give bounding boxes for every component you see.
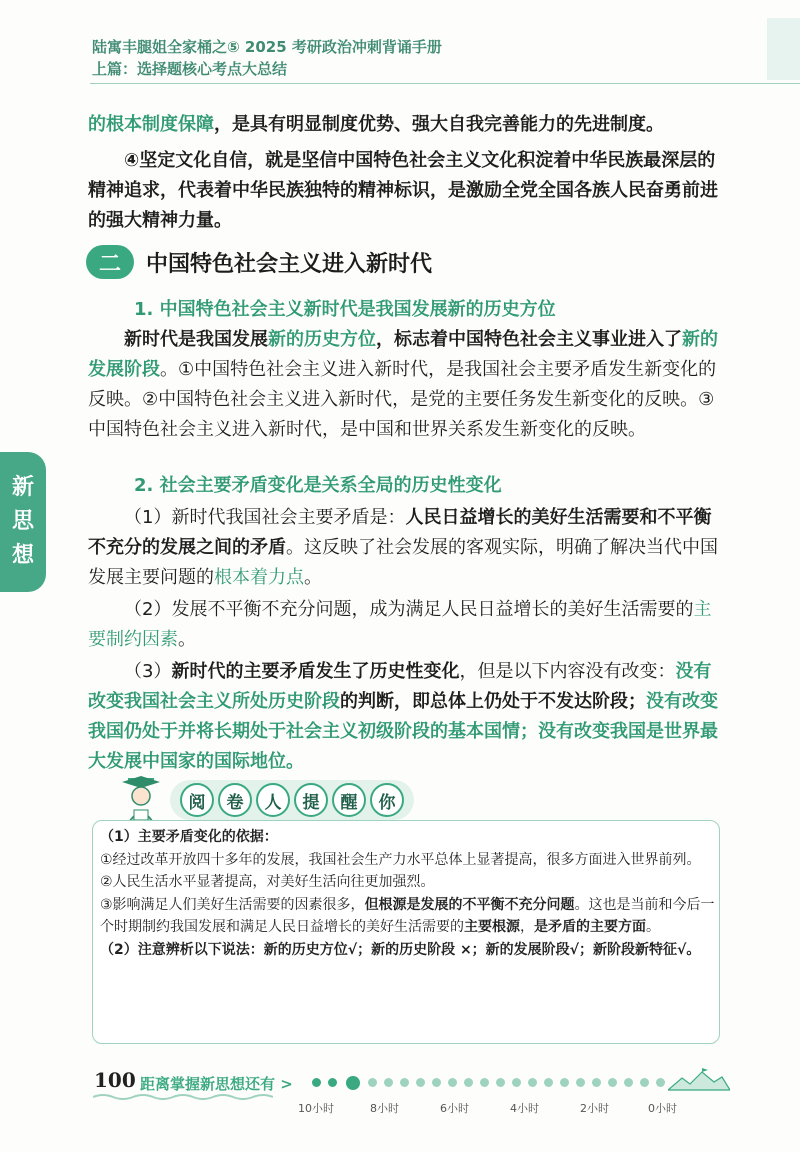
green-text: 没有改变我国仍处于并将长期处于社会主义初级阶段的基本国情；没有改变 [88,691,718,742]
subsection-2-title: 2. 社会主要矛盾变化是关系全局的历史性变化 [134,475,502,496]
progress-dot [312,1078,321,1087]
reviewer-tip-header [120,776,414,824]
green-text: 没有改变我国社会主义所处历史阶段 [88,661,712,712]
header-title: 陆寓丰腿姐全家桶之⑤ 2025 考研政治冲刺背诵手册 [92,38,442,56]
side-tab-char: 想 [11,543,34,568]
header-divider [90,83,800,84]
section-heading [86,242,432,282]
progress-dot [416,1078,425,1087]
tip-line: （2）注意辨析以下说法：新的历史方位√；新的历史阶段 ×；新的发展阶段√；新阶段新特征√。 [100,941,701,958]
header-decoration [767,18,800,80]
progress-dot [384,1078,393,1087]
page-number: 100 [94,1068,136,1092]
text: 。这也是当前和今后一个时期制约我国发展和满足人民日益增长的美好生活需要的 [100,896,715,935]
progress-dot [464,1078,473,1087]
text: 新时代是我国发展 [124,329,268,350]
side-tab-char: 新 [11,475,34,500]
header-subtitle: 上篇：选择题核心考点大总结 [92,60,288,78]
progress-dot [592,1078,601,1087]
progress-dot [640,1078,649,1087]
progress-dot [544,1078,553,1087]
green-text: 主要制约因素 [88,599,712,650]
subsection-2-paragraph-1 [88,503,728,593]
progress-dot [528,1078,537,1087]
text: 的判断，即总体上仍处于不发达阶段； [340,691,646,712]
tip-title-char: 提 [294,783,328,817]
progress-dot [512,1078,521,1087]
text: ， [520,919,534,935]
subsection-1-title: 1. 中国特色社会主义新时代是我国发展新的历史方位 [134,299,556,320]
progress-dot [576,1078,585,1087]
hours-label: 4小时 [510,1102,539,1115]
side-tab-char: 思 [11,509,34,534]
paragraph-cultural-confidence: ④坚定文化自信，就是坚信中国特色社会主义文化积淀着中华民族最深层的精神追求，代表着中华民族独特的精神标识，是激励全党全国各族人民奋勇前进的强大精神力量。 [88,150,718,231]
tip-title-char: 人 [256,783,290,817]
text: 。①中国特色社会主义进入新时代，是我国社会主要矛盾发生新变化的反映。②中国特色社会主义进入新时代，是党的主要任务发生新变化的反映。③中国特色社会主义进入新时代，是中国和世界关系发生新变化的反映。 [88,359,717,440]
section-title: 中国特色社会主义进入新时代 [146,251,433,277]
green-text: 我国是世界最大发展中国家的国际地位。 [88,721,718,772]
subsection-1 [88,295,728,445]
hours-label: 2小时 [580,1102,609,1115]
text: （3） [124,661,172,682]
running-header [92,36,442,80]
progress-dots [312,1078,692,1090]
subsection-2-paragraph-3 [88,657,728,777]
current-position-icon [346,1076,360,1090]
text: ③影响满足人们美好生活需要的因素很多， [100,896,365,913]
section-number-badge: 二 [86,245,134,279]
tip-title-char: 你 [370,783,404,817]
green-text: 新的发展阶段 [88,329,718,380]
green-text: 新的历史方位 [268,329,376,350]
text: 新时代的主要矛盾发生了历史性变化 [171,661,460,682]
text: 是矛盾的主要方面 [534,919,646,935]
progress-dot [400,1078,409,1087]
hours-label: 6小时 [440,1102,469,1115]
text: 但根源是发展的不平衡不充分问题 [364,896,575,913]
progress-dot [496,1078,505,1087]
text: （2）发展不平衡不充分问题，成为满足人民日益增长的美好生活需要的 [124,599,694,620]
footer-progress-label: 距离掌握新思想还有 > [140,1075,293,1093]
hours-label: 8小时 [370,1102,399,1115]
reviewer-tip-content [100,826,716,961]
paragraph-continued [88,110,728,140]
tip-title-char: 醒 [332,783,366,817]
progress-dot [448,1078,457,1087]
text: 。 [304,567,322,588]
tip-title-char: 阅 [180,783,214,817]
tip-line: ②人民生活水平显著提高，对美好生活向往更加强烈。 [100,874,435,890]
tip-line [100,894,716,939]
green-text: 的根本制度保障 [88,114,214,135]
hours-label: 10小时 [298,1102,334,1115]
hours-label: 0小时 [648,1102,677,1115]
reviewer-tip-title [170,780,414,820]
progress-dot [560,1078,569,1087]
tip-title-char: 卷 [218,783,252,817]
subsection-1-paragraph [88,325,728,445]
progress-dot [368,1078,377,1087]
top-paragraphs [88,110,728,236]
text: ，标志着中国特色社会主义事业进入了 [376,329,682,350]
text: 。 [178,629,196,650]
subsection-2 [88,471,728,777]
footer-wave-decoration [93,1093,273,1101]
chapter-side-tab [0,452,46,592]
tip-line: ①经过改革开放四十多年的发展，我国社会生产力水平总体上显著提高，很多方面进入世界前列。 [100,851,701,868]
progress-dot [624,1078,633,1087]
text: 。这反映了社会发展的客观实际，明确了解决当代中国发展主要问题的 [88,537,718,588]
progress-dot [656,1078,665,1087]
text: ，是具有明显制度优势、强大自我完善能力的先进制度。 [214,114,664,135]
text: 。 [646,919,660,935]
progress-dot [608,1078,617,1087]
green-text: 根本着力点 [214,567,304,588]
teacher-icon [120,776,162,824]
text: 人民日益增长的美好生活需要和不平衡不充分的发展之间的矛盾 [88,507,712,558]
tip-line: （1）主要矛盾变化的依据： [100,829,278,845]
text: 主要根源 [464,919,520,935]
subsection-2-paragraph-2 [88,595,728,655]
progress-dot [328,1078,337,1087]
progress-dot [432,1078,441,1087]
text: （1）新时代我国社会主要矛盾是： [124,507,406,528]
finish-mountain-icon [668,1068,730,1092]
text: ，但是以下内容没有改变： [459,661,676,682]
progress-dot [480,1078,489,1087]
